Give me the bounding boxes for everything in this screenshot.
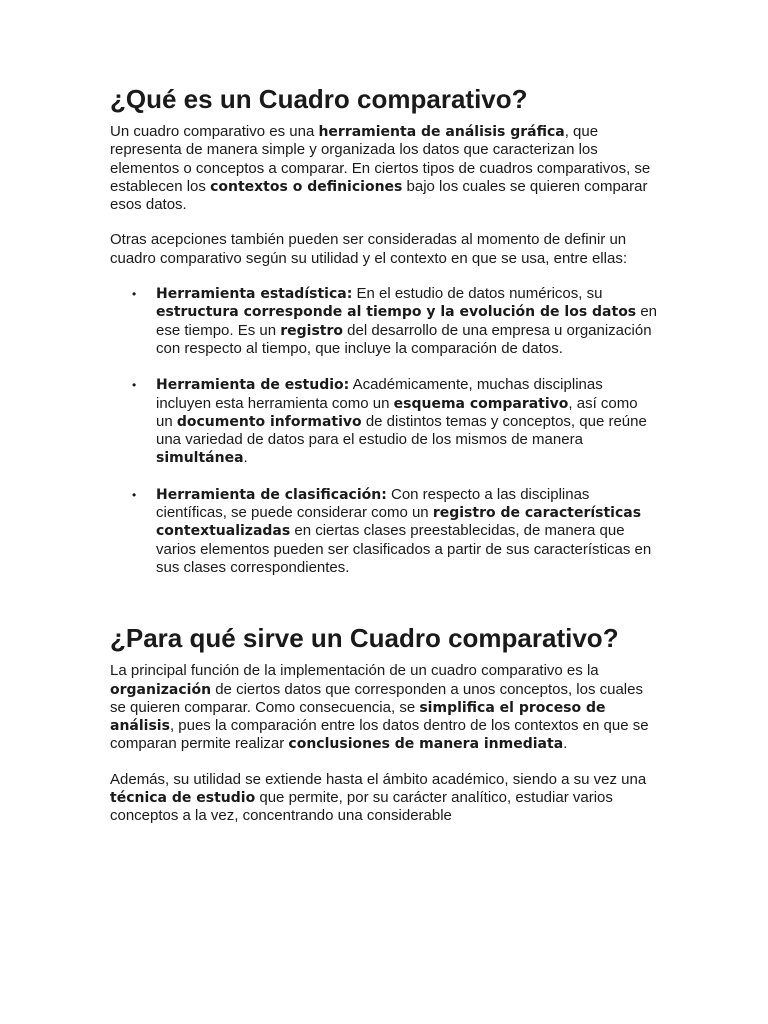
- bullet-icon: •: [132, 287, 137, 302]
- bold-text: herramienta de análisis gráfica: [318, 124, 565, 140]
- bold-text: documento informativo: [176, 413, 362, 430]
- document-content: [110, 84, 658, 843]
- bold-text: simplifica el proceso de análisis: [110, 699, 606, 735]
- list-item: [110, 486, 658, 577]
- list-item-text: Herramienta estadística: En el estudio de datos numéricos, su estructura corresponde al tiempo y la evolución de los datos en ese tiempo. Es un registro del desarrollo de una empresa u organización con respecto al tiempo, que incluye la comparación de datos.: [156, 285, 658, 357]
- bold-text: Herramienta de clasificación:: [156, 486, 387, 503]
- bullet-icon: •: [132, 487, 137, 502]
- paragraph: La principal función de la implementación de un cuadro comparativo es la organización de ciertos datos que corresponden a unos conceptos, los cuales se quieren comparar. Como consecuencia, se simplifica el proceso de análisis, pues la comparación entre los datos dentro de los contextos en que se comparan permite realizar conclusiones de manera inmediata.: [110, 662, 649, 753]
- bold-text: registro de características contextualizadas: [156, 505, 642, 540]
- bold-text: conclusiones de manera inmediata: [288, 736, 564, 753]
- bold-text: organización: [110, 681, 212, 698]
- bold-text: Herramienta de estudio:: [156, 377, 350, 394]
- paragraph: Además, su utilidad se extiende hasta el ámbito académico, siendo a su vez una técnica de estudio que permite, por su carácter analítico, estudiar varios conceptos a la vez, concentrando una considerable: [110, 770, 647, 825]
- bold-text: contextos o definiciones: [210, 178, 403, 195]
- section-heading-que-es: ¿Qué es un Cuadro comparativo?: [110, 84, 528, 114]
- bold-text: esquema comparativo: [393, 395, 569, 412]
- paragraph: Un cuadro comparativo es una herramienta de análisis gráfica, que representa de manera simple y organizada los datos que caracterizan los elementos o conceptos a comparar. En ciertos tipos de cuadros comparativos, se establecen los contextos o definiciones bajo los cuales se quieren comparar esos datos.: [110, 123, 651, 214]
- section-heading-para-que-sirve: ¿Para qué sirve un Cuadro comparativo?: [110, 623, 619, 654]
- list-item-text: Herramienta de estudio: Académicamente, muchas disciplinas incluyen esta herramienta como un esquema comparativo, así como un documento informativo de distintos temas y conceptos, que reúne una variedad de datos para el estudio de los mismos de manera simultánea.: [156, 376, 647, 467]
- bold-text: estructura corresponde al tiempo y la evolución de los datos: [156, 304, 637, 321]
- bold-text: registro: [280, 322, 344, 339]
- list-item-text: Herramienta de clasificación: Con respecto a las disciplinas científicas, se puede considerar como un registro de características contextualizadas en ciertas clases preestablecidas, de manera que varios elementos pueden ser clasificados a partir de sus características en sus clases correspondientes.: [156, 485, 652, 576]
- bold-text: simultánea: [156, 450, 244, 467]
- list-item: [110, 376, 658, 467]
- bold-text: técnica de estudio: [110, 790, 256, 807]
- list-item: [110, 285, 658, 358]
- bullet-list: [110, 285, 658, 577]
- bold-text: Herramienta estadística:: [156, 286, 353, 303]
- paragraph: Otras acepciones también pueden ser consideradas al momento de definir un cuadro comparativo según su utilidad y el contexto en que se usa, entre ellas:: [110, 231, 627, 267]
- bullet-icon: •: [132, 378, 137, 393]
